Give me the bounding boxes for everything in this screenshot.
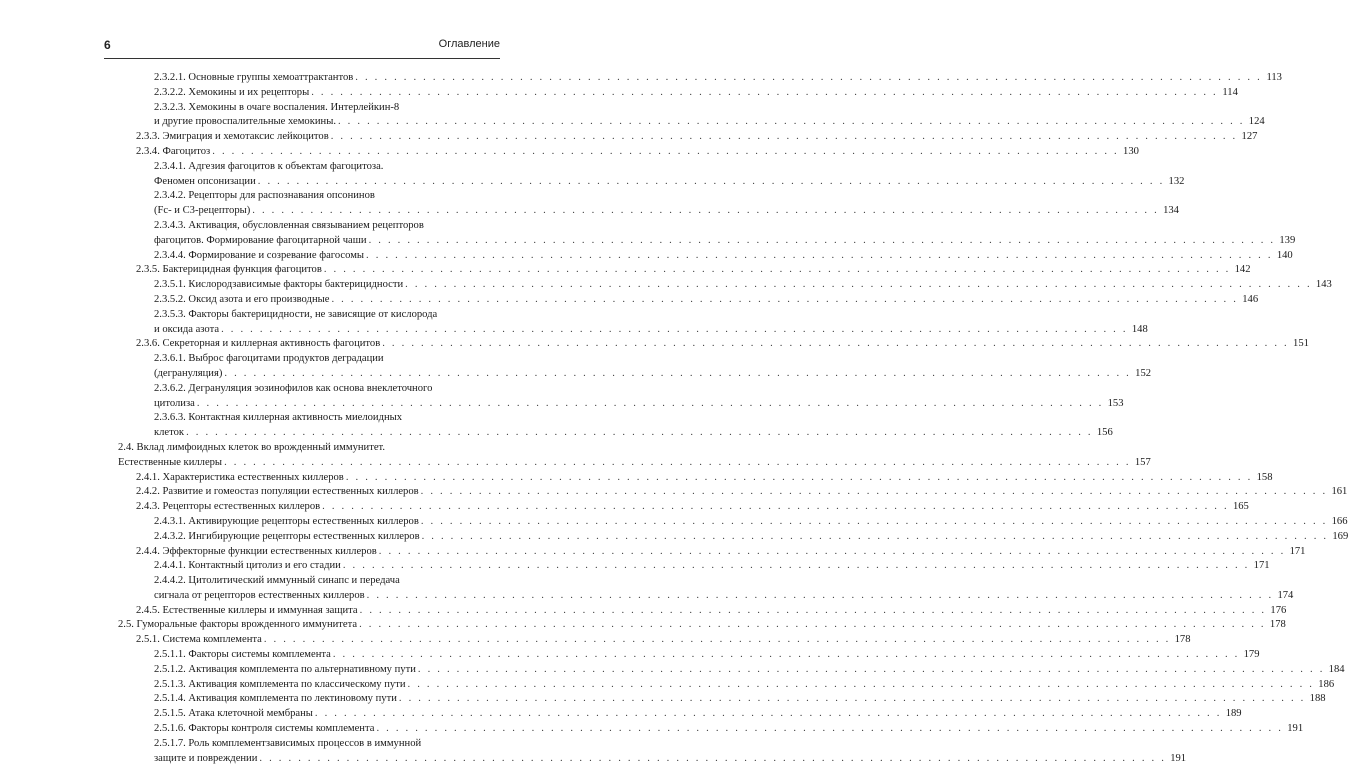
toc-entry[interactable] bbox=[118, 337, 1309, 352]
toc-page-number: 157 bbox=[1134, 456, 1151, 468]
toc-dot-leader: . . . . . . . . . . . . . . . . . . . . . . . . . . . . . . . . . . . . . . . . . . . . . . . . . . . . . . . . . . . . . . . . . . . . . . . . . . . . . . . . . . . . . . . . . . . . . . bbox=[337, 116, 1245, 128]
toc-entry-title: 2.5.1.6. Факторы контроля системы комплемента bbox=[154, 723, 375, 735]
toc-entry-title: 2.5.1.1. Факторы системы комплемента bbox=[154, 649, 331, 661]
toc-page-number: 142 bbox=[1234, 264, 1251, 276]
toc-entry[interactable] bbox=[118, 678, 1335, 693]
toc-entry[interactable] bbox=[118, 500, 1249, 515]
toc-entry[interactable] bbox=[118, 485, 1348, 500]
toc-dot-leader: . . . . . . . . . . . . . . . . . . . . . . . . . . . . . . . . . . . . . . . . . . . . . . . . . . . . . . . . . . . . . . . . . . . . . . . . . . . . . . . . . . . . . . . . . . . . . . bbox=[311, 86, 1218, 98]
toc-dot-leader: . . . . . . . . . . . . . . . . . . . . . . . . . . . . . . . . . . . . . . . . . . . . . . . . . . . . . . . . . . . . . . . . . . . . . . . . . . . . . . . . . . . . . . . . . . . . . . bbox=[421, 530, 1329, 542]
toc-page-number: 113 bbox=[1266, 72, 1282, 83]
toc-page-number: 148 bbox=[1131, 323, 1148, 335]
toc-dot-leader: . . . . . . . . . . . . . . . . . . . . . . . . . . . . . . . . . . . . . . . . . . . . . . . . . . . . . . . . . . . . . . . . . . . . . . . . . . . . . . . . . . . . . . . . . . . . . . bbox=[420, 515, 1328, 527]
toc-entry-title: 2.4.5. Естественные киллеры и иммунная защита bbox=[136, 604, 358, 616]
toc-dot-leader: . . . . . . . . . . . . . . . . . . . . . . . . . . . . . . . . . . . . . . . . . . . . . . . . . . . . . . . . . . . . . . . . . . . . . . . . . . . . . . . . . . . . . . . . . . . . . . bbox=[355, 72, 1262, 83]
toc-entry-title: сигнала от рецепторов естественных киллеров bbox=[154, 589, 365, 601]
header-rule bbox=[104, 58, 500, 59]
toc-entry-title: 2.3.2.1. Основные группы хемоаттрактантов bbox=[154, 72, 354, 83]
toc-entry-title: 2.3.6.3. Контактная киллерная активность миелоидных bbox=[154, 412, 403, 424]
toc-page-number: 127 bbox=[1241, 131, 1258, 143]
toc-entry[interactable] bbox=[118, 278, 1332, 293]
toc-entry-title: (Fc- и C3-рецепторы) bbox=[154, 205, 251, 217]
toc-page-number: 184 bbox=[1328, 663, 1345, 675]
toc-page-number: 188 bbox=[1309, 693, 1326, 705]
toc-page-number: 139 bbox=[1279, 234, 1296, 246]
toc-dot-leader: . . . . . . . . . . . . . . . . . . . . . . . . . . . . . . . . . . . . . . . . . . . . . . . . . . . . . . . . . . . . . . . . . . . . . . . . . . . . . . . . . . . . . . . . . . . . . . bbox=[359, 619, 1266, 631]
toc-page-number: 130 bbox=[1123, 145, 1139, 157]
toc-entry[interactable] bbox=[118, 189, 1179, 219]
toc-entry-title: 2.4. Вклад лимфоидных клеток во врожденный иммунитет. bbox=[118, 441, 386, 453]
toc-dot-leader: . . . . . . . . . . . . . . . . . . . . . . . . . . . . . . . . . . . . . . . . . . . . . . . . . . . . . . . . . . . . . . . . . . . . . . . . . . . . . . . . . . . . . . . . . . . . . . bbox=[263, 634, 1171, 646]
toc-entry[interactable] bbox=[118, 618, 1286, 633]
toc-dot-leader: . . . . . . . . . . . . . . . . . . . . . . . . . . . . . . . . . . . . . . . . . . . . . . . . . . . . . . . . . . . . . . . . . . . . . . . . . . . . . . . . . . . . . . . . . . . . . . bbox=[359, 604, 1267, 616]
toc-page-number: 143 bbox=[1315, 279, 1332, 291]
toc-entry-title: 2.5.1. Система комплемента bbox=[136, 634, 262, 646]
toc-entry[interactable] bbox=[118, 411, 1113, 441]
toc-entry-title: 2.5.1.4. Активация комплемента по лектиновому пути bbox=[154, 693, 397, 705]
toc-entry-title: цитолиза bbox=[154, 397, 195, 409]
toc-dot-leader: . . . . . . . . . . . . . . . . . . . . . . . . . . . . . . . . . . . . . . . . . . . . . . . . . . . . . . . . . . . . . . . . . . . . . . . . . . . . . . . . . . . . . . . . . . . . . . bbox=[407, 678, 1315, 690]
toc-entry-title: 2.3.5. Бактерицидная функция фагоцитов bbox=[136, 264, 322, 276]
toc-entry[interactable] bbox=[118, 219, 1296, 249]
toc-entry[interactable] bbox=[118, 515, 1348, 530]
toc-page-number: 158 bbox=[1256, 471, 1273, 483]
toc-dot-leader: . . . . . . . . . . . . . . . . . . . . . . . . . . . . . . . . . . . . . . . . . . . . . . . . . . . . . . . . . . . . . . . . . . . . . . . . . . . . . . . . . . . . . . . . . . . . . . bbox=[322, 501, 1229, 513]
toc-page-number: 152 bbox=[1135, 367, 1152, 379]
toc-entry-title: 2.4.3.1. Активирующие рецепторы естественных киллеров bbox=[154, 515, 419, 527]
toc-entry[interactable] bbox=[118, 692, 1326, 707]
toc-entry[interactable] bbox=[118, 145, 1139, 160]
table-of-contents bbox=[118, 71, 1348, 766]
toc-entry-title: 2.5.1.3. Активация комплемента по классическому пути bbox=[154, 678, 406, 690]
toc-entry-title: 2.3.5.2. Оксид азота и его производные bbox=[154, 293, 330, 305]
toc-dot-leader: . . . . . . . . . . . . . . . . . . . . . . . . . . . . . . . . . . . . . . . . . . . . . . . . . . . . . . . . . . . . . . . . . . . . . . . . . . . . . . . . . . . . . . . . . . . . . . bbox=[378, 545, 1286, 557]
toc-dot-leader: . . . . . . . . . . . . . . . . . . . . . . . . . . . . . . . . . . . . . . . . . . . . . . . . . . . . . . . . . . . . . . . . . . . . . . . . . . . . . . . . . . . . . . . . . . . . . . bbox=[420, 486, 1328, 498]
toc-entry-title: 2.3.4.4. Формирование и созревание фагосомы bbox=[154, 249, 365, 261]
toc-entry-title: 2.3.3. Эмиграция и хемотаксис лейкоцитов bbox=[136, 131, 329, 143]
toc-dot-leader: . . . . . . . . . . . . . . . . . . . . . . . . . . . . . . . . . . . . . . . . . . . . . . . . . . . . . . . . . . . . . . . . . . . . . . . . . . . . . . . . . . . . . . . . . . . . . . bbox=[331, 293, 1239, 305]
toc-dot-leader: . . . . . . . . . . . . . . . . . . . . . . . . . . . . . . . . . . . . . . . . . . . . . . . . . . . . . . . . . . . . . . . . . . . . . . . . . . . . . . . . . . . . . . . . . . . . . . bbox=[252, 205, 1159, 217]
toc-entry[interactable] bbox=[118, 160, 1185, 190]
toc-entry[interactable] bbox=[118, 441, 1151, 471]
page-header bbox=[104, 38, 500, 56]
toc-dot-leader: . . . . . . . . . . . . . . . . . . . . . . . . . . . . . . . . . . . . . . . . . . . . . . . . . . . . . . . . . . . . . . . . . . . . . . . . . . . . . . . . . . . . . . . . . . . . . . bbox=[196, 397, 1104, 409]
toc-page-number: 178 bbox=[1174, 634, 1191, 646]
toc-entry-title: 2.5.1.7. Роль комплементзависимых процессов в иммунной bbox=[154, 737, 422, 749]
toc-entry[interactable] bbox=[118, 308, 1148, 338]
toc-entry[interactable] bbox=[118, 648, 1260, 663]
toc-dot-leader: . . . . . . . . . . . . . . . . . . . . . . . . . . . . . . . . . . . . . . . . . . . . . . . . . . . . . . . . . . . . . . . . . . . . . . . . . . . . . . . . . . . . . . . . . . . . . . bbox=[405, 279, 1312, 291]
toc-entry[interactable] bbox=[118, 130, 1258, 145]
toc-entry-title: 2.4.3.2. Ингибирующие рецепторы естественных киллеров bbox=[154, 530, 420, 542]
toc-entry[interactable] bbox=[118, 574, 1294, 604]
toc-entry-title: 2.4.4.1. Контактный цитолиз и его стадии bbox=[154, 560, 341, 572]
toc-entry[interactable] bbox=[118, 382, 1124, 412]
toc-dot-leader: . . . . . . . . . . . . . . . . . . . . . . . . . . . . . . . . . . . . . . . . . . . . . . . . . . . . . . . . . . . . . . . . . . . . . . . . . . . . . . . . . . . . . . . . . . . . . . bbox=[368, 234, 1276, 246]
toc-entry-title: 2.4.4. Эффекторные функции естественных киллеров bbox=[136, 545, 377, 557]
toc-page-number: 189 bbox=[1225, 708, 1242, 720]
toc-dot-leader: . . . . . . . . . . . . . . . . . . . . . . . . . . . . . . . . . . . . . . . . . . . . . . . . . . . . . . . . . . . . . . . . . . . . . . . . . . . . . . . . . . . . . . . . . . . . . . bbox=[259, 752, 1167, 764]
toc-entry[interactable] bbox=[118, 737, 1187, 766]
toc-dot-leader: . . . . . . . . . . . . . . . . . . . . . . . . . . . . . . . . . . . . . . . . . . . . . . . . . . . . . . . . . . . . . . . . . . . . . . . . . . . . . . . . . . . . . . . . . . . . . . bbox=[224, 456, 1131, 468]
toc-page-number: 178 bbox=[1269, 619, 1286, 631]
toc-dot-leader: . . . . . . . . . . . . . . . . . . . . . . . . . . . . . . . . . . . . . . . . . . . . . . . . . . . . . . . . . . . . . . . . . . . . . . . . . . . . . . . . . . . . . . . . . . . . . . bbox=[366, 249, 1273, 261]
toc-page-number: 171 bbox=[1289, 545, 1306, 557]
toc-dot-leader: . . . . . . . . . . . . . . . . . . . . . . . . . . . . . . . . . . . . . . . . . . . . . . . . . . . . . . . . . . . . . . . . . . . . . . . . . . . . . . . . . . . . . . . . . . . . . . bbox=[212, 145, 1119, 157]
toc-entry-title: 2.3.5.3. Факторы бактерицидности, не зависящие от кислорода bbox=[154, 308, 438, 320]
toc-page-number: 134 bbox=[1163, 205, 1179, 217]
toc-entry-title: 2.3.4.1. Адгезия фагоцитов к объектам фагоцитоза. bbox=[154, 160, 384, 172]
toc-page-number: 171 bbox=[1253, 560, 1270, 572]
toc-entry[interactable] bbox=[118, 86, 1238, 101]
toc-dot-leader: . . . . . . . . . . . . . . . . . . . . . . . . . . . . . . . . . . . . . . . . . . . . . . . . . . . . . . . . . . . . . . . . . . . . . . . . . . . . . . . . . . . . . . . . . . . . . . bbox=[221, 323, 1128, 335]
toc-page-number: 161 bbox=[1331, 486, 1348, 498]
toc-dot-leader: . . . . . . . . . . . . . . . . . . . . . . . . . . . . . . . . . . . . . . . . . . . . . . . . . . . . . . . . . . . . . . . . . . . . . . . . . . . . . . . . . . . . . . . . . . . . . . bbox=[376, 723, 1284, 735]
toc-entry-title: клеток bbox=[154, 427, 185, 439]
toc-entry-title: 2.5.1.2. Активация комплемента по альтернативному пути bbox=[154, 663, 416, 675]
page-number: 6 bbox=[104, 38, 111, 52]
toc-page-number: 165 bbox=[1232, 501, 1249, 513]
toc-dot-leader: . . . . . . . . . . . . . . . . . . . . . . . . . . . . . . . . . . . . . . . . . . . . . . . . . . . . . . . . . . . . . . . . . . . . . . . . . . . . . . . . . . . . . . . . . . . . . . bbox=[257, 175, 1165, 187]
toc-dot-leader: . . . . . . . . . . . . . . . . . . . . . . . . . . . . . . . . . . . . . . . . . . . . . . . . . . . . . . . . . . . . . . . . . . . . . . . . . . . . . . . . . . . . . . . . . . . . . . bbox=[314, 708, 1222, 720]
toc-page-number: 186 bbox=[1318, 678, 1335, 690]
toc-entry-title: защите и повреждении bbox=[154, 752, 258, 764]
toc-dot-leader: . . . . . . . . . . . . . . . . . . . . . . . . . . . . . . . . . . . . . . . . . . . . . . . . . . . . . . . . . . . . . . . . . . . . . . . . . . . . . . . . . . . . . . . . . . . . . . bbox=[186, 427, 1093, 439]
toc-entry-title: 2.3.4.3. Активация, обусловленная связыванием рецепторов bbox=[154, 219, 424, 231]
toc-dot-leader: . . . . . . . . . . . . . . . . . . . . . . . . . . . . . . . . . . . . . . . . . . . . . . . . . . . . . . . . . . . . . . . . . . . . . . . . . . . . . . . . . . . . . . . . . . . . . . bbox=[332, 649, 1240, 661]
toc-entry-title: и другие провоспалительные хемокины. bbox=[154, 116, 336, 128]
toc-page-number: 166 bbox=[1331, 515, 1348, 527]
toc-page-number: 132 bbox=[1168, 175, 1185, 187]
toc-entry-title: и оксида азота bbox=[154, 323, 220, 335]
toc-page-number: 169 bbox=[1332, 530, 1348, 542]
toc-entry-title: фагоцитов. Формирование фагоцитарной чаши bbox=[154, 234, 367, 246]
toc-dot-leader: . . . . . . . . . . . . . . . . . . . . . . . . . . . . . . . . . . . . . . . . . . . . . . . . . . . . . . . . . . . . . . . . . . . . . . . . . . . . . . . . . . . . . . . . . . . . . . bbox=[330, 131, 1238, 143]
toc-page-number: 140 bbox=[1276, 249, 1293, 261]
toc-entry[interactable] bbox=[118, 722, 1304, 737]
toc-entry-title: 2.3.2.3. Хемокины в очаге воспаления. Интерлейкин-8 bbox=[154, 101, 400, 113]
toc-dot-leader: . . . . . . . . . . . . . . . . . . . . . . . . . . . . . . . . . . . . . . . . . . . . . . . . . . . . . . . . . . . . . . . . . . . . . . . . . . . . . . . . . . . . . . . . . . . . . . bbox=[417, 663, 1325, 675]
toc-entry[interactable] bbox=[118, 471, 1273, 486]
toc-entry[interactable] bbox=[118, 101, 1265, 131]
toc-entry-title: 2.3.6.1. Выброс фагоцитами продуктов деградации bbox=[154, 353, 384, 365]
toc-dot-leader: . . . . . . . . . . . . . . . . . . . . . . . . . . . . . . . . . . . . . . . . . . . . . . . . . . . . . . . . . . . . . . . . . . . . . . . . . . . . . . . . . . . . . . . . . . . . . . bbox=[224, 367, 1132, 379]
toc-page-number: 191 bbox=[1287, 723, 1304, 735]
toc-entry[interactable] bbox=[118, 263, 1251, 278]
toc-entry[interactable] bbox=[118, 352, 1152, 382]
toc-entry-title: 2.4.2. Развитие и гомеостаз популяции естественных киллеров bbox=[136, 486, 419, 498]
running-head: Оглавление bbox=[438, 38, 500, 50]
toc-dot-leader: . . . . . . . . . . . . . . . . . . . . . . . . . . . . . . . . . . . . . . . . . . . . . . . . . . . . . . . . . . . . . . . . . . . . . . . . . . . . . . . . . . . . . . . . . . . . . . bbox=[323, 264, 1231, 276]
toc-entry[interactable] bbox=[118, 545, 1306, 560]
toc-entry-title: 2.3.6. Секреторная и киллерная активность фагоцитов bbox=[136, 338, 381, 350]
toc-entry-title: 2.4.1. Характеристика естественных киллеров bbox=[136, 471, 344, 483]
toc-entry[interactable] bbox=[118, 293, 1259, 308]
toc-entry-title: 2.3.2.2. Хемокины и их рецепторы bbox=[154, 86, 310, 98]
toc-entry-title: Естественные киллеры bbox=[118, 456, 223, 468]
toc-page-number: 146 bbox=[1242, 293, 1259, 305]
toc-entry[interactable] bbox=[118, 559, 1270, 574]
toc-dot-leader: . . . . . . . . . . . . . . . . . . . . . . . . . . . . . . . . . . . . . . . . . . . . . . . . . . . . . . . . . . . . . . . . . . . . . . . . . . . . . . . . . . . . . . . . . . . . . . bbox=[398, 693, 1306, 705]
toc-entry[interactable] bbox=[118, 530, 1348, 545]
toc-entry[interactable] bbox=[118, 604, 1287, 619]
toc-page-number: 153 bbox=[1107, 397, 1124, 409]
toc-dot-leader: . . . . . . . . . . . . . . . . . . . . . . . . . . . . . . . . . . . . . . . . . . . . . . . . . . . . . . . . . . . . . . . . . . . . . . . . . . . . . . . . . . . . . . . . . . . . . . bbox=[366, 589, 1274, 601]
toc-page-number: 179 bbox=[1243, 649, 1260, 661]
toc-entry[interactable] bbox=[118, 707, 1242, 722]
toc-dot-leader: . . . . . . . . . . . . . . . . . . . . . . . . . . . . . . . . . . . . . . . . . . . . . . . . . . . . . . . . . . . . . . . . . . . . . . . . . . . . . . . . . . . . . . . . . . . . . . bbox=[382, 338, 1289, 350]
toc-entry[interactable] bbox=[118, 249, 1293, 264]
toc-page-number: 124 bbox=[1248, 116, 1265, 128]
toc-entry-title: Феномен опсонизации bbox=[154, 175, 256, 187]
toc-page-number: 176 bbox=[1270, 604, 1287, 616]
toc-entry-title: 2.4.3. Рецепторы естественных киллеров bbox=[136, 501, 321, 513]
toc-page-number: 114 bbox=[1222, 86, 1238, 98]
toc-entry-title: 2.3.4.2. Рецепторы для распознавания опсонинов bbox=[154, 190, 375, 202]
toc-entry-title: 2.5.1.5. Атака клеточной мембраны bbox=[154, 708, 313, 720]
toc-dot-leader: . . . . . . . . . . . . . . . . . . . . . . . . . . . . . . . . . . . . . . . . . . . . . . . . . . . . . . . . . . . . . . . . . . . . . . . . . . . . . . . . . . . . . . . . . . . . . . bbox=[342, 560, 1250, 572]
toc-entry[interactable] bbox=[118, 663, 1345, 678]
toc-entry-title: 2.3.6.2. Дегрануляция эозинофилов как основа внеклеточного bbox=[154, 382, 433, 394]
toc-page-number: 174 bbox=[1277, 589, 1294, 601]
toc-entry-title: 2.4.4.2. Цитолитический иммунный синапс и передача bbox=[154, 575, 400, 587]
toc-entry[interactable] bbox=[118, 71, 1282, 86]
toc-dot-leader: . . . . . . . . . . . . . . . . . . . . . . . . . . . . . . . . . . . . . . . . . . . . . . . . . . . . . . . . . . . . . . . . . . . . . . . . . . . . . . . . . . . . . . . . . . . . . . bbox=[345, 471, 1253, 483]
toc-page-number: 156 bbox=[1096, 427, 1113, 439]
toc-entry-title: 2.3.5.1. Кислородзависимые факторы бактерицидности bbox=[154, 279, 404, 291]
toc-entry-title: 2.5. Гуморальные факторы врожденного иммунитета bbox=[118, 619, 358, 631]
toc-page-number: 191 bbox=[1170, 752, 1187, 764]
toc-page-number: 151 bbox=[1293, 338, 1309, 350]
toc-entry-title: (дегрануляция) bbox=[154, 367, 223, 379]
toc-entry-title: 2.3.4. Фагоцитоз bbox=[136, 145, 211, 157]
toc-entry[interactable] bbox=[118, 633, 1191, 648]
